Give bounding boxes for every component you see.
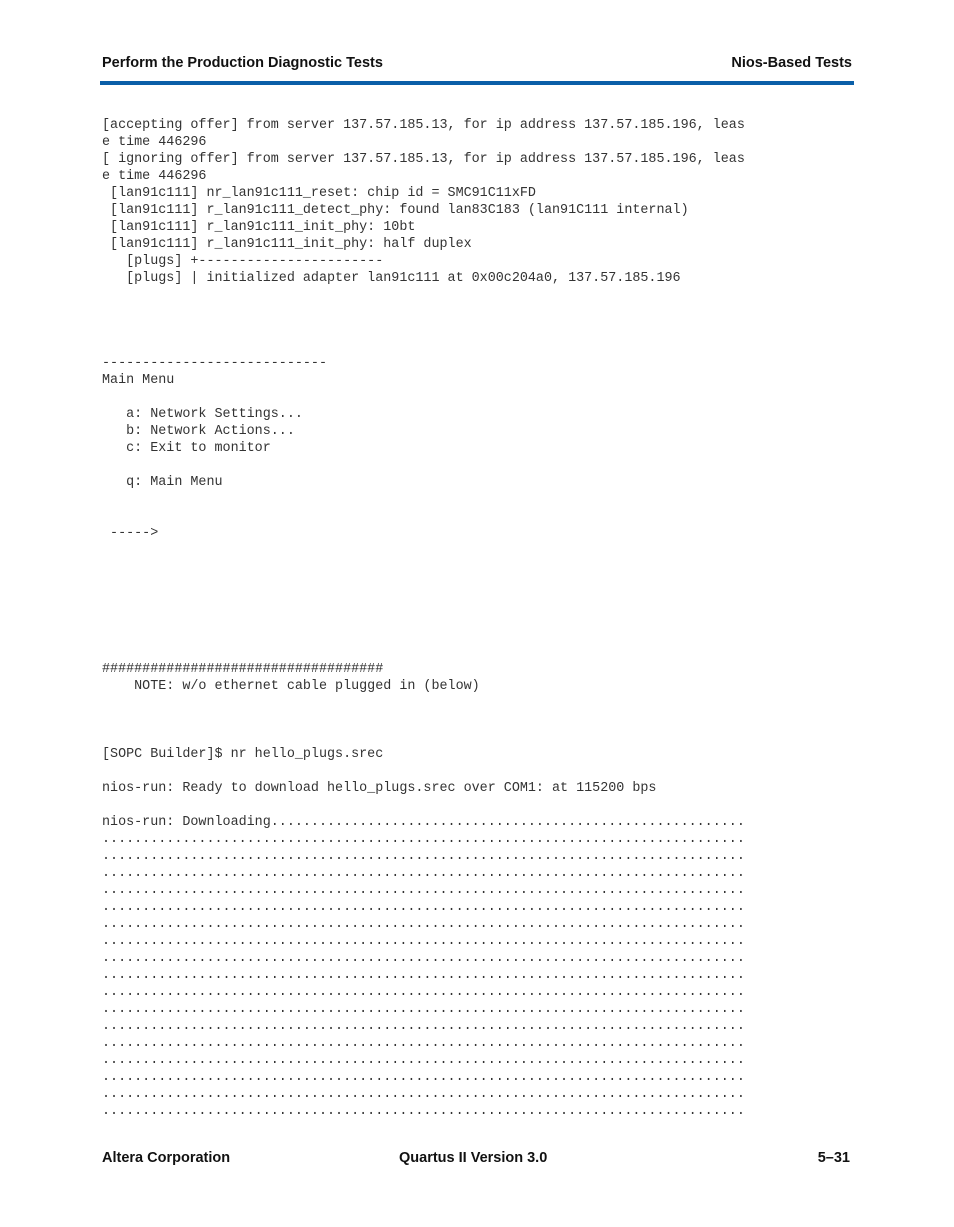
- console-line: [102, 338, 802, 355]
- console-line: ................................................................................: [102, 1053, 745, 1068]
- console-line: [102, 610, 802, 627]
- console-line: c: Exit to monitor: [102, 441, 271, 456]
- console-line: [102, 712, 802, 729]
- console-line: [102, 644, 802, 661]
- console-line: ----->: [102, 526, 159, 541]
- console-line: [102, 695, 802, 712]
- footer-company: Altera Corporation: [102, 1150, 231, 1166]
- console-line: ###################################: [102, 662, 384, 677]
- console-line: [accepting offer] from server 137.57.185.13, for ip address 137.57.185.196, leas: [102, 118, 745, 133]
- console-line: [102, 287, 802, 304]
- console-line: [lan91c111] nr_lan91c111_reset: chip id = SMC91C11xFD: [102, 186, 536, 201]
- console-line: ................................................................................: [102, 866, 745, 881]
- console-line: [102, 763, 802, 780]
- console-line: [102, 593, 802, 610]
- console-line: [102, 576, 802, 593]
- console-line: [lan91c111] r_lan91c111_init_phy: 10bt: [102, 220, 416, 235]
- console-output: [102, 117, 802, 1120]
- console-line: Main Menu: [102, 373, 175, 388]
- console-line: [102, 797, 802, 814]
- console-line: [102, 389, 802, 406]
- header-rule: [100, 81, 854, 85]
- console-line: ................................................................................: [102, 1070, 745, 1085]
- page-number: 5–31: [817, 1150, 850, 1166]
- console-line: [plugs] +-----------------------: [102, 254, 384, 269]
- console-line: ................................................................................: [102, 832, 745, 847]
- console-line: nios-run: Ready to download hello_plugs.srec over COM1: at 115200 bps: [102, 781, 657, 796]
- console-line: [102, 559, 802, 576]
- console-line: [102, 304, 802, 321]
- console-line: ................................................................................: [102, 1002, 745, 1017]
- console-line: ................................................................................: [102, 1019, 745, 1034]
- section-title: Perform the Production Diagnostic Tests: [102, 55, 383, 71]
- console-line: e time 446296: [102, 135, 207, 150]
- console-line: ................................................................................: [102, 951, 745, 966]
- console-line: e time 446296: [102, 169, 207, 184]
- console-line: a: Network Settings...: [102, 407, 303, 422]
- console-line: ................................................................................: [102, 934, 745, 949]
- console-line: nios-run: Downloading...........................................................: [102, 815, 745, 830]
- console-line: [102, 321, 802, 338]
- console-line: [102, 542, 802, 559]
- chapter-title: Nios-Based Tests: [731, 55, 852, 71]
- console-line: ................................................................................: [102, 1087, 745, 1102]
- console-line: NOTE: w/o ethernet cable plugged in (below): [102, 679, 480, 694]
- console-line: [102, 491, 802, 508]
- console-line: ................................................................................: [102, 917, 745, 932]
- console-line: [lan91c111] r_lan91c111_init_phy: half duplex: [102, 237, 472, 252]
- console-line: ----------------------------: [102, 356, 327, 371]
- console-line: [ ignoring offer] from server 137.57.185.13, for ip address 137.57.185.196, leas: [102, 152, 745, 167]
- console-line: [102, 508, 802, 525]
- console-line: ................................................................................: [102, 968, 745, 983]
- console-line: ................................................................................: [102, 985, 745, 1000]
- console-line: ................................................................................: [102, 1036, 745, 1051]
- console-line: [102, 729, 802, 746]
- console-line: ................................................................................: [102, 849, 745, 864]
- console-line: [lan91c111] r_lan91c111_detect_phy: found lan83C183 (lan91C111 internal): [102, 203, 689, 218]
- console-line: [plugs] | initialized adapter lan91c111 at 0x00c204a0, 137.57.185.196: [102, 271, 681, 286]
- console-line: [102, 457, 802, 474]
- console-line: b: Network Actions...: [102, 424, 295, 439]
- page-header: [102, 55, 852, 75]
- footer-product: Quartus II Version 3.0: [399, 1150, 548, 1166]
- console-line: ................................................................................: [102, 900, 745, 915]
- page-footer: [102, 1150, 850, 1170]
- console-line: [SOPC Builder]$ nr hello_plugs.srec: [102, 747, 384, 762]
- console-line: q: Main Menu: [102, 475, 223, 490]
- console-line: ................................................................................: [102, 1104, 745, 1119]
- console-line: ................................................................................: [102, 883, 745, 898]
- console-line: [102, 627, 802, 644]
